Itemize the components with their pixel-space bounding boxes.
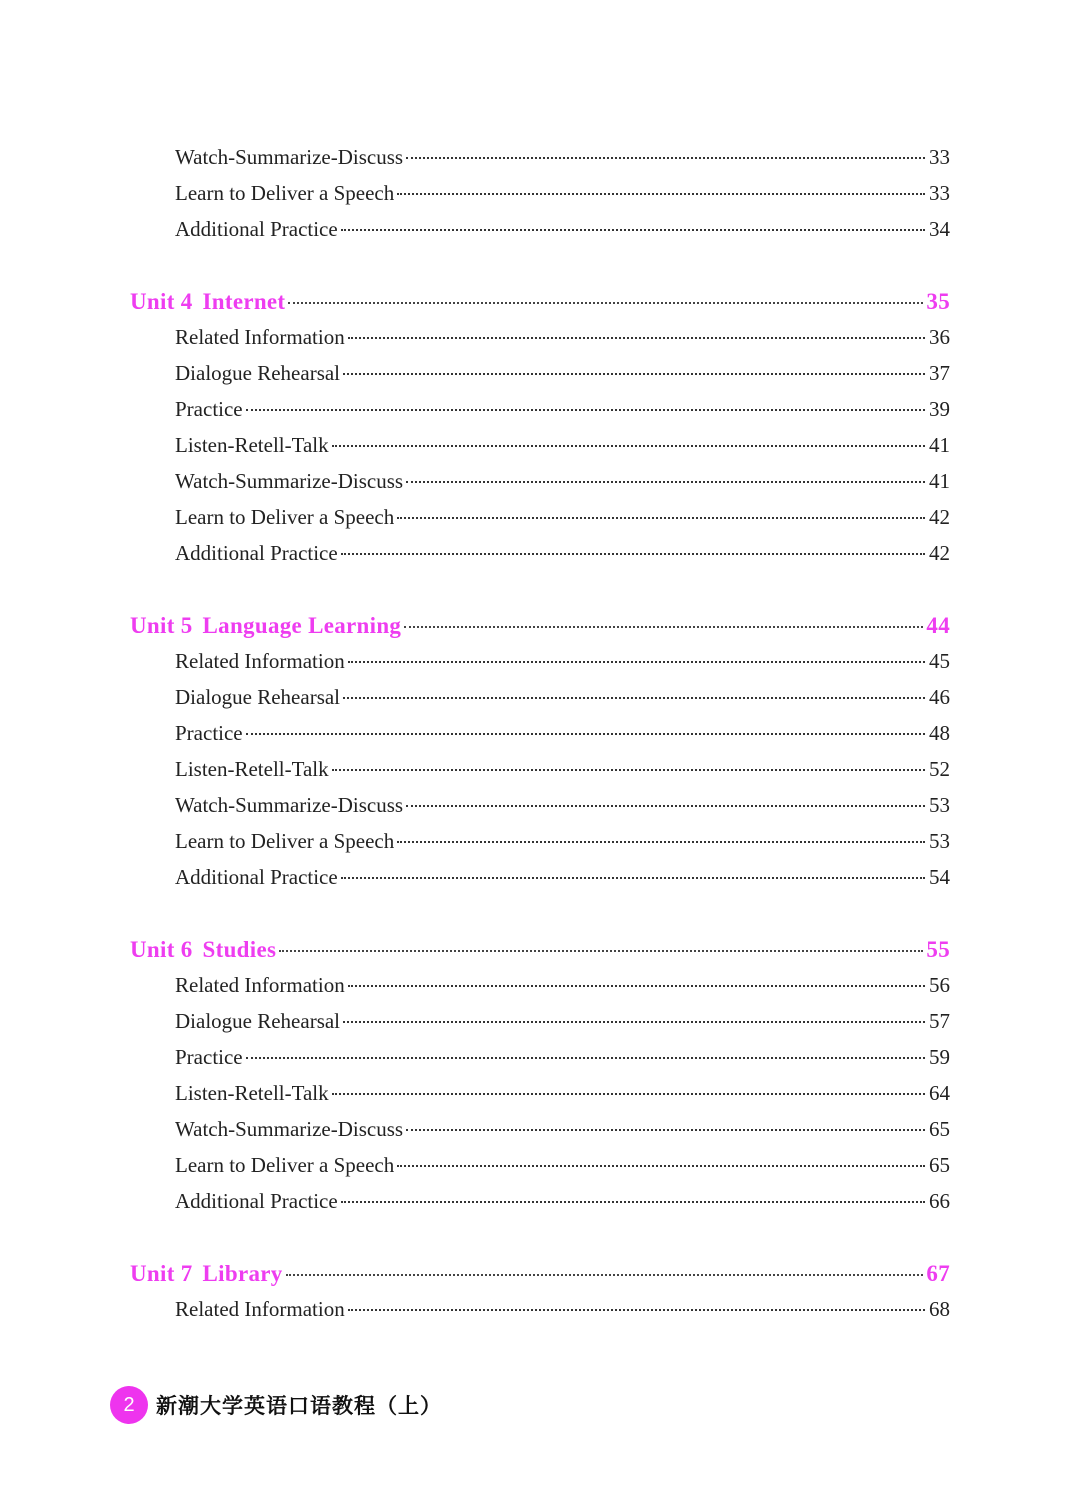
toc-entry xyxy=(175,214,950,244)
page-number: 53 xyxy=(929,793,950,817)
toc-entry xyxy=(175,682,950,712)
unit-number: Unit 4 xyxy=(130,289,193,314)
page-number: 35 xyxy=(926,289,950,314)
toc-entry xyxy=(175,1114,950,1144)
entry-title: Related Information xyxy=(175,1297,345,1321)
toc-entry xyxy=(175,1150,950,1180)
toc-entry xyxy=(175,1006,950,1036)
toc-entry xyxy=(175,826,950,856)
dot-leader xyxy=(406,1129,925,1131)
toc-entry xyxy=(175,646,950,676)
unit-name: Language Learning xyxy=(202,613,402,638)
unit-name: Studies xyxy=(202,937,277,962)
page-number: 33 xyxy=(929,181,950,205)
page-number: 48 xyxy=(929,721,950,745)
toc-entry xyxy=(175,970,950,1000)
entry-title: Listen-Retell-Talk xyxy=(175,1081,329,1105)
toc-entry xyxy=(175,502,950,532)
dot-leader xyxy=(341,553,925,555)
toc-entry xyxy=(175,538,950,568)
page-number: 42 xyxy=(929,541,950,565)
entry-title: Additional Practice xyxy=(175,217,338,241)
entry-title: Learn to Deliver a Speech xyxy=(175,829,395,853)
toc-entry xyxy=(175,466,950,496)
unit-title xyxy=(130,287,285,317)
page-number: 33 xyxy=(929,145,950,169)
entry-title: Dialogue Rehearsal xyxy=(175,1009,341,1033)
dot-leader xyxy=(348,337,925,339)
entry-title: Listen-Retell-Talk xyxy=(175,433,329,457)
dot-leader xyxy=(397,841,925,843)
toc-unit-heading xyxy=(130,611,950,641)
toc-entry xyxy=(175,718,950,748)
entry-title: Dialogue Rehearsal xyxy=(175,361,341,385)
page-number: 41 xyxy=(929,469,950,493)
entry-title: Learn to Deliver a Speech xyxy=(175,1153,395,1177)
dot-leader xyxy=(397,1165,925,1167)
dot-leader xyxy=(348,985,925,987)
entry-title: Additional Practice xyxy=(175,541,338,565)
unit-name: Internet xyxy=(202,289,286,314)
toc-entry xyxy=(175,394,950,424)
dot-leader xyxy=(246,733,925,735)
entry-title: Practice xyxy=(175,1045,243,1069)
page-number: 55 xyxy=(926,937,950,962)
page-number: 68 xyxy=(929,1297,950,1321)
page-number: 53 xyxy=(929,829,950,853)
entry-title: Learn to Deliver a Speech xyxy=(175,505,395,529)
dot-leader xyxy=(406,481,925,483)
toc-entry xyxy=(175,1042,950,1072)
page-number: 45 xyxy=(929,649,950,673)
page-number: 64 xyxy=(929,1081,950,1105)
dot-leader xyxy=(332,1093,925,1095)
book-title: 新潮大学英语口语教程（上） xyxy=(156,1393,442,1418)
unit-title xyxy=(130,611,401,641)
entry-title: Practice xyxy=(175,721,243,745)
page-number: 46 xyxy=(929,685,950,709)
page-number: 44 xyxy=(926,613,950,638)
page-number: 66 xyxy=(929,1189,950,1213)
entry-title: Related Information xyxy=(175,649,345,673)
toc-entry xyxy=(175,1294,950,1324)
dot-leader xyxy=(341,229,925,231)
dot-leader xyxy=(341,877,925,879)
entry-title: Practice xyxy=(175,397,243,421)
toc-entry xyxy=(175,358,950,388)
entry-title: Watch-Summarize-Discuss xyxy=(175,1117,404,1141)
page-number-badge: 2 xyxy=(110,1386,148,1424)
toc-entry xyxy=(175,142,950,172)
toc-unit-heading xyxy=(130,287,950,317)
dot-leader xyxy=(397,517,925,519)
unit-number: Unit 7 xyxy=(130,1261,193,1286)
toc-entry xyxy=(175,178,950,208)
entry-title: Related Information xyxy=(175,973,345,997)
page-number: 65 xyxy=(929,1153,950,1177)
unit-name: Library xyxy=(202,1261,283,1286)
page-number: 52 xyxy=(929,757,950,781)
dot-leader xyxy=(341,1201,925,1203)
page-footer xyxy=(110,1386,442,1424)
page-number: 65 xyxy=(929,1117,950,1141)
page-number: 57 xyxy=(929,1009,950,1033)
dot-leader xyxy=(397,193,925,195)
entry-title: Watch-Summarize-Discuss xyxy=(175,793,404,817)
dot-leader xyxy=(246,1057,925,1059)
unit-title xyxy=(130,1259,283,1289)
dot-leader xyxy=(332,769,925,771)
dot-leader xyxy=(343,1021,925,1023)
toc-entry xyxy=(175,790,950,820)
dot-leader xyxy=(343,697,925,699)
page-number: 39 xyxy=(929,397,950,421)
toc-unit-heading xyxy=(130,935,950,965)
toc-unit-heading xyxy=(130,1259,950,1289)
page-number: 59 xyxy=(929,1045,950,1069)
entry-title: Additional Practice xyxy=(175,1189,338,1213)
unit-number: Unit 6 xyxy=(130,937,193,962)
dot-leader xyxy=(404,626,923,628)
toc-entry xyxy=(175,1078,950,1108)
entry-title: Additional Practice xyxy=(175,865,338,889)
unit-title xyxy=(130,935,276,965)
page-number: 34 xyxy=(929,217,950,241)
page-number: 36 xyxy=(929,325,950,349)
dot-leader xyxy=(279,950,923,952)
page-number: 67 xyxy=(926,1261,950,1286)
dot-leader xyxy=(406,157,925,159)
toc-entry xyxy=(175,862,950,892)
dot-leader xyxy=(348,1309,925,1311)
entry-title: Watch-Summarize-Discuss xyxy=(175,469,404,493)
dot-leader xyxy=(332,445,925,447)
page-number: 56 xyxy=(929,973,950,997)
dot-leader xyxy=(343,373,925,375)
entry-title: Related Information xyxy=(175,325,345,349)
dot-leader xyxy=(286,1274,924,1276)
unit-number: Unit 5 xyxy=(130,613,193,638)
dot-leader xyxy=(406,805,925,807)
page-number: 41 xyxy=(929,433,950,457)
entry-title: Listen-Retell-Talk xyxy=(175,757,329,781)
entry-title: Dialogue Rehearsal xyxy=(175,685,341,709)
toc-entry xyxy=(175,1186,950,1216)
page-number: 54 xyxy=(929,865,950,889)
dot-leader xyxy=(348,661,925,663)
entry-title: Learn to Deliver a Speech xyxy=(175,181,395,205)
page-number: 37 xyxy=(929,361,950,385)
dot-leader xyxy=(288,302,923,304)
dot-leader xyxy=(246,409,925,411)
toc-entry xyxy=(175,430,950,460)
page-number: 42 xyxy=(929,505,950,529)
toc-entry xyxy=(175,322,950,352)
entry-title: Watch-Summarize-Discuss xyxy=(175,145,404,169)
toc-entry xyxy=(175,754,950,784)
